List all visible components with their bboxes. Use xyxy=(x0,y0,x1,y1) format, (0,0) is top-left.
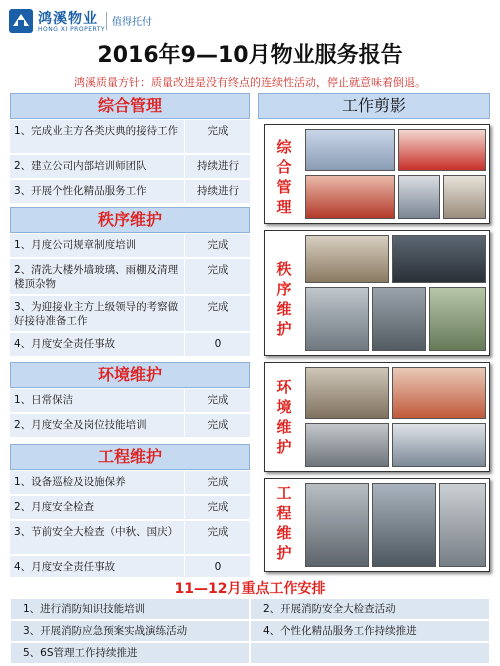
plan-item: 1、进行消防知识技能培训 xyxy=(10,598,250,620)
logo-slogan: 值得托付 xyxy=(112,17,152,28)
cell-divider xyxy=(184,556,185,577)
table-row xyxy=(10,521,250,555)
cell-divider xyxy=(184,234,185,257)
table-row xyxy=(10,155,250,179)
report-title: 2016年9—10月物业服务报告 xyxy=(97,43,403,68)
inspection-photo xyxy=(372,483,436,567)
task-text: 3、为迎接业主方上级领导的考察做好接待准备工作 xyxy=(14,301,179,327)
task-text: 1、月度公司规章制度培训 xyxy=(14,239,137,251)
task-text: 2、清洗大楼外墙玻璃、雨棚及清理楼顶杂物 xyxy=(14,264,179,290)
status-text: 完成 xyxy=(207,394,229,406)
status-text: 完成 xyxy=(207,264,229,276)
inspection-photo xyxy=(439,483,486,567)
section-title-engineering-maintenance: 工程维护 xyxy=(10,444,250,470)
status-text: 完成 xyxy=(207,476,229,488)
photo-panel-order-maintenance xyxy=(264,230,490,356)
photo-panel-label: 综合管理 xyxy=(276,138,292,216)
cell-divider xyxy=(184,521,185,554)
task-text: 2、建立公司内部培训师团队 xyxy=(14,160,147,172)
section-title-environment-maintenance: 环境维护 xyxy=(10,362,250,388)
logo-english-name: HONG XI PROPERTY xyxy=(38,26,106,33)
photo-panel-environment-maintenance xyxy=(264,362,490,472)
cell-divider xyxy=(184,496,185,519)
cleaning-photo xyxy=(392,367,486,419)
building-photo xyxy=(443,175,486,219)
table-row xyxy=(10,180,250,204)
photo-panel-label: 秩序维护 xyxy=(276,260,292,338)
cell-divider xyxy=(184,155,185,178)
cell-divider xyxy=(184,414,185,437)
glass-cleaning-photo xyxy=(392,235,486,283)
cell-divider xyxy=(184,471,185,494)
plan-item: 5、6S管理工作持续推进 xyxy=(10,642,250,664)
meeting-photo xyxy=(305,367,389,419)
cell-divider xyxy=(184,389,185,412)
ceremony-photo xyxy=(305,175,395,219)
quality-motto: 鸿溪质量方针：质量改进是没有终点的连续性活动，停止就意味着倒退。 xyxy=(74,76,426,89)
task-text: 2、月度安全检查 xyxy=(14,501,95,513)
logo-mark-icon xyxy=(8,8,34,34)
building-photo xyxy=(398,175,440,219)
equipment-photo xyxy=(305,483,369,567)
cell-divider xyxy=(184,180,185,203)
photo-panel-general-management xyxy=(264,124,490,224)
status-text: 持续进行 xyxy=(197,160,239,172)
plan-empty-cell xyxy=(250,642,490,664)
table-row xyxy=(10,120,250,154)
task-text: 2、月度安全及岗位技能培训 xyxy=(14,419,147,431)
inspection-photo xyxy=(372,287,426,351)
photo-panel-label: 环境维护 xyxy=(276,378,292,456)
task-text: 4、月度安全责任事故 xyxy=(14,561,116,573)
status-text: 完成 xyxy=(207,125,229,137)
photo-panel-label: 工程维护 xyxy=(276,484,292,562)
task-text: 1、完成业主方各类庆典的接待工作 xyxy=(14,125,179,137)
task-text: 1、日常保洁 xyxy=(14,394,74,406)
table-row xyxy=(10,389,250,413)
table-row xyxy=(10,234,250,258)
photo-section-title: 工作剪影 xyxy=(258,93,490,119)
table-row xyxy=(10,556,250,578)
cell-divider xyxy=(184,333,185,356)
status-text: 完成 xyxy=(207,526,229,538)
logo-divider xyxy=(106,12,107,30)
status-text: 0 xyxy=(214,338,222,350)
section-title-order-maintenance: 秩序维护 xyxy=(10,207,250,233)
training-photo xyxy=(305,235,389,283)
table-row xyxy=(10,471,250,495)
plan-item: 3、开展消防应急预案实战演练活动 xyxy=(10,620,250,642)
status-text: 完成 xyxy=(207,239,229,251)
inspection-photo xyxy=(305,287,369,351)
cell-divider xyxy=(184,259,185,294)
task-text: 4、月度安全责任事故 xyxy=(14,338,116,350)
ceremony-photo xyxy=(398,129,486,171)
rooftop-photo xyxy=(429,287,486,351)
cleaning-photo xyxy=(392,423,486,467)
plan-item: 2、开展消防安全大检查活动 xyxy=(250,598,490,620)
status-text: 完成 xyxy=(207,301,229,313)
training-photo xyxy=(305,423,389,467)
company-logo xyxy=(8,6,178,38)
table-row xyxy=(10,333,250,357)
task-text: 3、开展个性化精品服务工作 xyxy=(14,185,147,197)
photo-panel-engineering-maintenance xyxy=(264,478,490,572)
table-row xyxy=(10,296,250,332)
cell-divider xyxy=(184,120,185,153)
logo-name: 鸿溪物业 xyxy=(38,11,98,27)
cell-divider xyxy=(184,296,185,331)
status-text: 完成 xyxy=(207,501,229,513)
status-text: 0 xyxy=(214,561,222,573)
status-text: 完成 xyxy=(207,419,229,431)
plan-title: 11—12月重点工作安排 xyxy=(174,581,326,597)
ceremony-photo xyxy=(305,129,395,171)
task-text: 1、设备巡检及设施保养 xyxy=(14,476,126,488)
table-row xyxy=(10,259,250,295)
table-row xyxy=(10,496,250,520)
table-row xyxy=(10,414,250,438)
plan-item: 4、个性化精品服务工作持续推进 xyxy=(250,620,490,642)
task-text: 3、节前安全大检查（中秋、国庆） xyxy=(14,526,179,538)
status-text: 持续进行 xyxy=(197,185,239,197)
section-title-general-management: 综合管理 xyxy=(10,93,250,119)
